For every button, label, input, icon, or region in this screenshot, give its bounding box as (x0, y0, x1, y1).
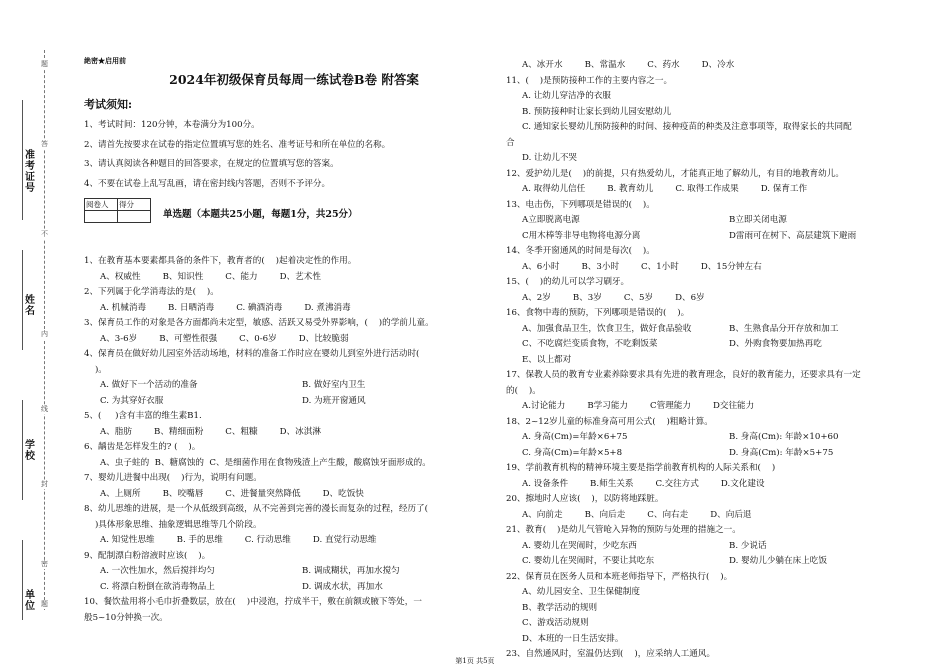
question: 20、擦地时人应该( )，以防将地踩脏。 (506, 494, 664, 504)
option[interactable]: A、向前走 (522, 509, 563, 520)
question: 1、在教育基本要素都具备的条件下，教育者的( )起着决定性的作用。 (84, 256, 357, 266)
option[interactable]: C. 为其穿好衣服 (100, 395, 164, 406)
options (506, 399, 936, 415)
unit-label: 单位 (25, 590, 35, 612)
question-continued: )具体形象思维、抽象逻辑思维等几个阶段。 (84, 519, 262, 530)
binding-margin (0, 0, 70, 671)
option[interactable]: B. 教育幼儿 (607, 184, 654, 194)
option[interactable]: A、加强食品卫生，饮食卫生，做好食品验收 (522, 323, 692, 334)
question: 3、保育员工作的对象是各方面都尚未定型，敏感、活跃又易受外界影响，( )的学前儿童。 (84, 318, 434, 328)
option[interactable]: A. 做好下一个活动的准备 (100, 380, 198, 390)
option[interactable]: A. 设备条件 (522, 478, 569, 489)
question: 23、自然通风时，室温仍达到( )，应采纳人工通风。 (506, 649, 716, 659)
option[interactable]: C. 碘酒消毒 (236, 302, 283, 313)
options (506, 58, 936, 74)
option[interactable]: D、本班的一日生活安排。 (522, 633, 624, 644)
name-field[interactable] (22, 250, 23, 350)
note-item: 2、请首先按要求在试卷的指定位置填写您的姓名、准考证号和所在单位的名称。 (84, 139, 391, 150)
question: 8、幼儿思维的进展，是一个从低级到高级，从不完善到完善的漫长而复杂的过程，经历了( (84, 504, 428, 514)
option[interactable]: E、以上都对 (522, 354, 572, 365)
options-inline: A、虫子蛀的 B、糖腐蚀的 C、是细菌作用在食物残渣上产生酸，酸腐蚀牙面形成的。 (100, 457, 431, 468)
options (84, 533, 504, 549)
options (506, 477, 936, 493)
option[interactable]: A、3-6岁 (100, 333, 138, 344)
option[interactable]: A、权威性 (100, 271, 141, 282)
school-field[interactable] (22, 400, 23, 500)
question: 6、龋齿是怎样发生的? ( )。 (84, 442, 201, 452)
option[interactable]: D. 为班开窗通风 (302, 395, 366, 406)
option[interactable]: C. 身高(Cm)=年龄×5+8 (522, 447, 623, 458)
option[interactable]: D、15分钟左右 (700, 261, 762, 272)
option[interactable]: C、能力 (225, 271, 258, 282)
options (506, 213, 936, 244)
right-column (506, 58, 936, 663)
grader-header: 阅卷人 (85, 199, 118, 211)
option[interactable]: B、生熟食品分开存放和加工 (729, 323, 839, 334)
option[interactable]: D雷雨可在树下、高层建筑下避雨 (729, 230, 857, 241)
question: 13、电击伤，下列哪项是错误的( )。 (506, 199, 655, 210)
question: 12、爱护幼儿是( )的前提，只有热爱幼儿，才能真正地了解幼儿，有目的地教育幼儿。 (506, 168, 844, 179)
question-continued: 的( )。 (506, 385, 541, 396)
question: 19、学前教育机构的精神环境主要是指学前教育机构的人际关系和( ) (506, 463, 776, 473)
option[interactable]: A立即脱离电源 (522, 215, 580, 225)
note-item: 3、请认真阅读各种题目的回答要求，在规定的位置填写您的答案。 (84, 159, 339, 169)
option[interactable]: C、0-6岁 (239, 333, 277, 344)
option[interactable]: B、咬嘴唇 (162, 488, 204, 499)
options (506, 430, 936, 461)
option[interactable]: C. 将漂白粉倒在欲消毒物品上 (100, 581, 215, 592)
option[interactable]: C管理能力 (650, 401, 691, 411)
options (506, 260, 936, 276)
option[interactable]: B、常温水 (584, 60, 626, 70)
question-continued: )。 (84, 364, 107, 375)
question: 5、( )含有丰富的维生素B1. (84, 411, 202, 421)
option[interactable]: C、粗糠 (225, 426, 258, 437)
options (84, 378, 504, 409)
option[interactable]: A、冰开水 (522, 60, 563, 70)
option[interactable]: A、上厕所 (100, 488, 141, 499)
option[interactable]: B、3岁 (572, 292, 602, 303)
page-title: 2024年初级保育员每周一练试卷B卷 附答案 (169, 72, 419, 87)
options (506, 182, 936, 198)
note-item: 4、不要在试卷上乱写乱画，请在密封线内答题，否则不予评分。 (84, 178, 331, 189)
seal-char: 题 (41, 600, 48, 608)
exam-number-field[interactable] (22, 100, 23, 220)
option[interactable]: B、知识性 (162, 271, 204, 282)
option[interactable]: C. 通知家长婴幼儿预防接种的时间、接种疫苗的种类及注意事项等，取得家长的共同配 (522, 122, 852, 132)
option[interactable]: D、吃饭快 (322, 488, 364, 499)
option[interactable]: B、3小时 (581, 261, 620, 272)
option[interactable]: B. 手的思维 (176, 535, 223, 545)
option[interactable]: B.师生关系 (590, 478, 634, 489)
option[interactable]: C、5岁 (623, 292, 654, 303)
option[interactable]: B. 身高(Cm): 年龄×10+60 (729, 432, 839, 442)
options (84, 270, 504, 286)
option[interactable]: D. 婴幼儿少躺在床上吃饭 (729, 556, 827, 566)
options (84, 301, 504, 317)
option[interactable]: B、教学活动的规则 (522, 602, 598, 613)
seal-char: 封 (41, 480, 48, 488)
question: 17、保教人员的教育专业素养除要求具有先进的教育理念，良好的教育能力，还要求具有一定 (506, 370, 861, 380)
seal-char: 不 (41, 230, 48, 238)
option[interactable]: D、比较脆弱 (298, 333, 349, 344)
option[interactable]: A. 一次性加水，然后搅拌均匀 (100, 566, 215, 576)
option[interactable]: B. 日晒消毒 (168, 302, 215, 313)
option[interactable]: C.交往方式 (655, 478, 699, 489)
option[interactable]: D、冷水 (701, 60, 735, 70)
question: 21、教育( )是幼儿气管呛入异物的预防与处理的措施之一。 (506, 525, 741, 535)
question: 22、保育员在医务人员和本班老师指导下，严格执行( )。 (506, 571, 733, 582)
option[interactable]: A. 知觉性思维 (100, 535, 155, 545)
option[interactable]: A. 机械消毒 (100, 302, 147, 313)
options (506, 322, 936, 369)
option[interactable]: A.讨论能力 (522, 401, 566, 411)
options (84, 564, 504, 595)
section-heading: 单选题（本题共25小题，每题1分，共25分） (163, 209, 358, 220)
option[interactable]: B. 调成糊状，再加水搅匀 (302, 566, 400, 576)
question: 14、冬季开窗通风的时间是每次( )。 (506, 246, 655, 256)
question-continued: 般5~10分钟换一次。 (84, 612, 168, 623)
option[interactable]: D. 直觉行动思维 (312, 535, 377, 545)
option[interactable]: D、向后退 (710, 509, 752, 520)
option[interactable]: D. 煮沸消毒 (304, 302, 351, 313)
option[interactable]: B立即关闭电源 (729, 215, 787, 225)
option[interactable]: B. 预防接种时让家长到幼儿园安慰幼儿 (522, 106, 672, 117)
score-table (84, 198, 151, 223)
option[interactable]: D、外购食物要加热再吃 (729, 339, 822, 349)
option[interactable]: C、不吃腐烂变质食物，不吃剩饭菜 (522, 339, 658, 349)
options (84, 425, 504, 441)
option[interactable]: A. 让幼儿穿洁净的衣服 (522, 91, 612, 101)
score-header: 得分 (118, 199, 151, 211)
seal-char: 题 (41, 60, 48, 68)
question: 2、下列属于化学消毒法的是( )。 (84, 287, 219, 297)
option[interactable]: B、可塑性很强 (159, 333, 218, 344)
options (506, 291, 936, 307)
option[interactable]: C、向右走 (647, 509, 689, 520)
seal-char: 线 (41, 405, 48, 413)
seal-char: 内 (41, 330, 48, 338)
score-cell[interactable] (118, 211, 151, 223)
option[interactable]: B、精细面粉 (154, 426, 204, 437)
option[interactable]: D、冰淇淋 (279, 426, 321, 437)
option[interactable]: C. 取得工作成果 (675, 184, 739, 194)
unit-field[interactable] (22, 540, 23, 620)
seal-char: 密 (41, 560, 48, 568)
option[interactable]: B. 做好室内卫生 (302, 380, 366, 390)
option[interactable]: B. 少说话 (729, 540, 767, 551)
question: 9、配制漂白粉溶液时应该( )。 (84, 550, 211, 561)
question: 16、食物中毒的预防，下列哪项是错误的( )。 (506, 308, 690, 318)
score-area (84, 198, 504, 228)
seal-char: 答 (41, 140, 48, 148)
option[interactable]: C. 婴幼儿在哭闹时，不要让其吃东 (522, 556, 655, 566)
option[interactable]: A、脂肪 (100, 426, 132, 437)
option[interactable]: D. 让幼儿不哭 (522, 153, 578, 163)
option[interactable]: B学习能力 (587, 401, 629, 411)
option[interactable]: C、药水 (647, 60, 680, 70)
option[interactable]: D. 保育工作 (760, 184, 808, 194)
option[interactable]: C. 行动思维 (244, 535, 291, 545)
option[interactable]: D、艺术性 (279, 271, 321, 282)
left-column (84, 56, 504, 626)
exam-number-label: 准考证号 (25, 150, 35, 194)
option[interactable]: A、幼儿园安全、卫生保健制度 (522, 587, 640, 597)
question: 4、保育员在做好幼儿园室外活动场地，材料的准备工作时应在婴幼儿到室外进行活动时( (84, 349, 420, 359)
page-footer: 第1页 共5页 (455, 657, 495, 665)
option-continued: 合 (506, 137, 515, 148)
option[interactable]: B、向后走 (584, 509, 626, 520)
options (506, 508, 936, 524)
school-label: 学校 (25, 440, 35, 462)
question: 18、2~12岁儿童的标准身高可用公式( )粗略计算。 (506, 416, 713, 427)
option[interactable]: D.文化建设 (720, 478, 765, 489)
option[interactable]: A、6小时 (522, 261, 560, 272)
option[interactable]: A. 取得幼儿信任 (522, 184, 586, 194)
note-item: 1、考试时间：120分钟，本卷满分为100分。 (84, 120, 260, 130)
grader-cell[interactable] (85, 211, 118, 223)
question: 11、( )是预防接种工作的主要内容之一。 (506, 75, 673, 86)
option[interactable]: A、2岁 (522, 292, 551, 303)
option[interactable]: A. 婴幼儿在哭闹时，少吃东西 (522, 540, 637, 551)
notes-heading: 考试须知: (84, 98, 133, 111)
option[interactable]: C、游戏活动规则 (522, 618, 589, 628)
question: 7、婴幼儿进餐中出现( )行为，说明有问题。 (84, 473, 262, 483)
option[interactable]: C、进餐量突然降低 (225, 488, 301, 499)
option[interactable]: C、1小时 (641, 261, 679, 272)
option[interactable]: D. 调成水状，再加水 (302, 581, 383, 592)
question: 15、( )的幼儿可以学习刷牙。 (506, 277, 630, 287)
option[interactable]: D. 身高(Cm): 年龄×5+75 (729, 447, 834, 458)
question: 10、餐饮盐用将小毛巾折叠数层，放在( )中浸泡，拧成半干，敷在前额或腋下等处，一 (84, 597, 422, 607)
options (84, 332, 504, 348)
options (84, 487, 504, 503)
options (506, 539, 936, 570)
option[interactable]: A. 身高(Cm)=年龄×6+75 (522, 432, 628, 442)
option[interactable]: D、6岁 (675, 292, 705, 303)
option[interactable]: C用木棒等非导电物将电源分离 (522, 230, 641, 241)
option[interactable]: D交往能力 (712, 401, 755, 411)
secret-mark: 絶密★启用前 (84, 56, 126, 65)
name-label: 姓名 (25, 295, 35, 317)
